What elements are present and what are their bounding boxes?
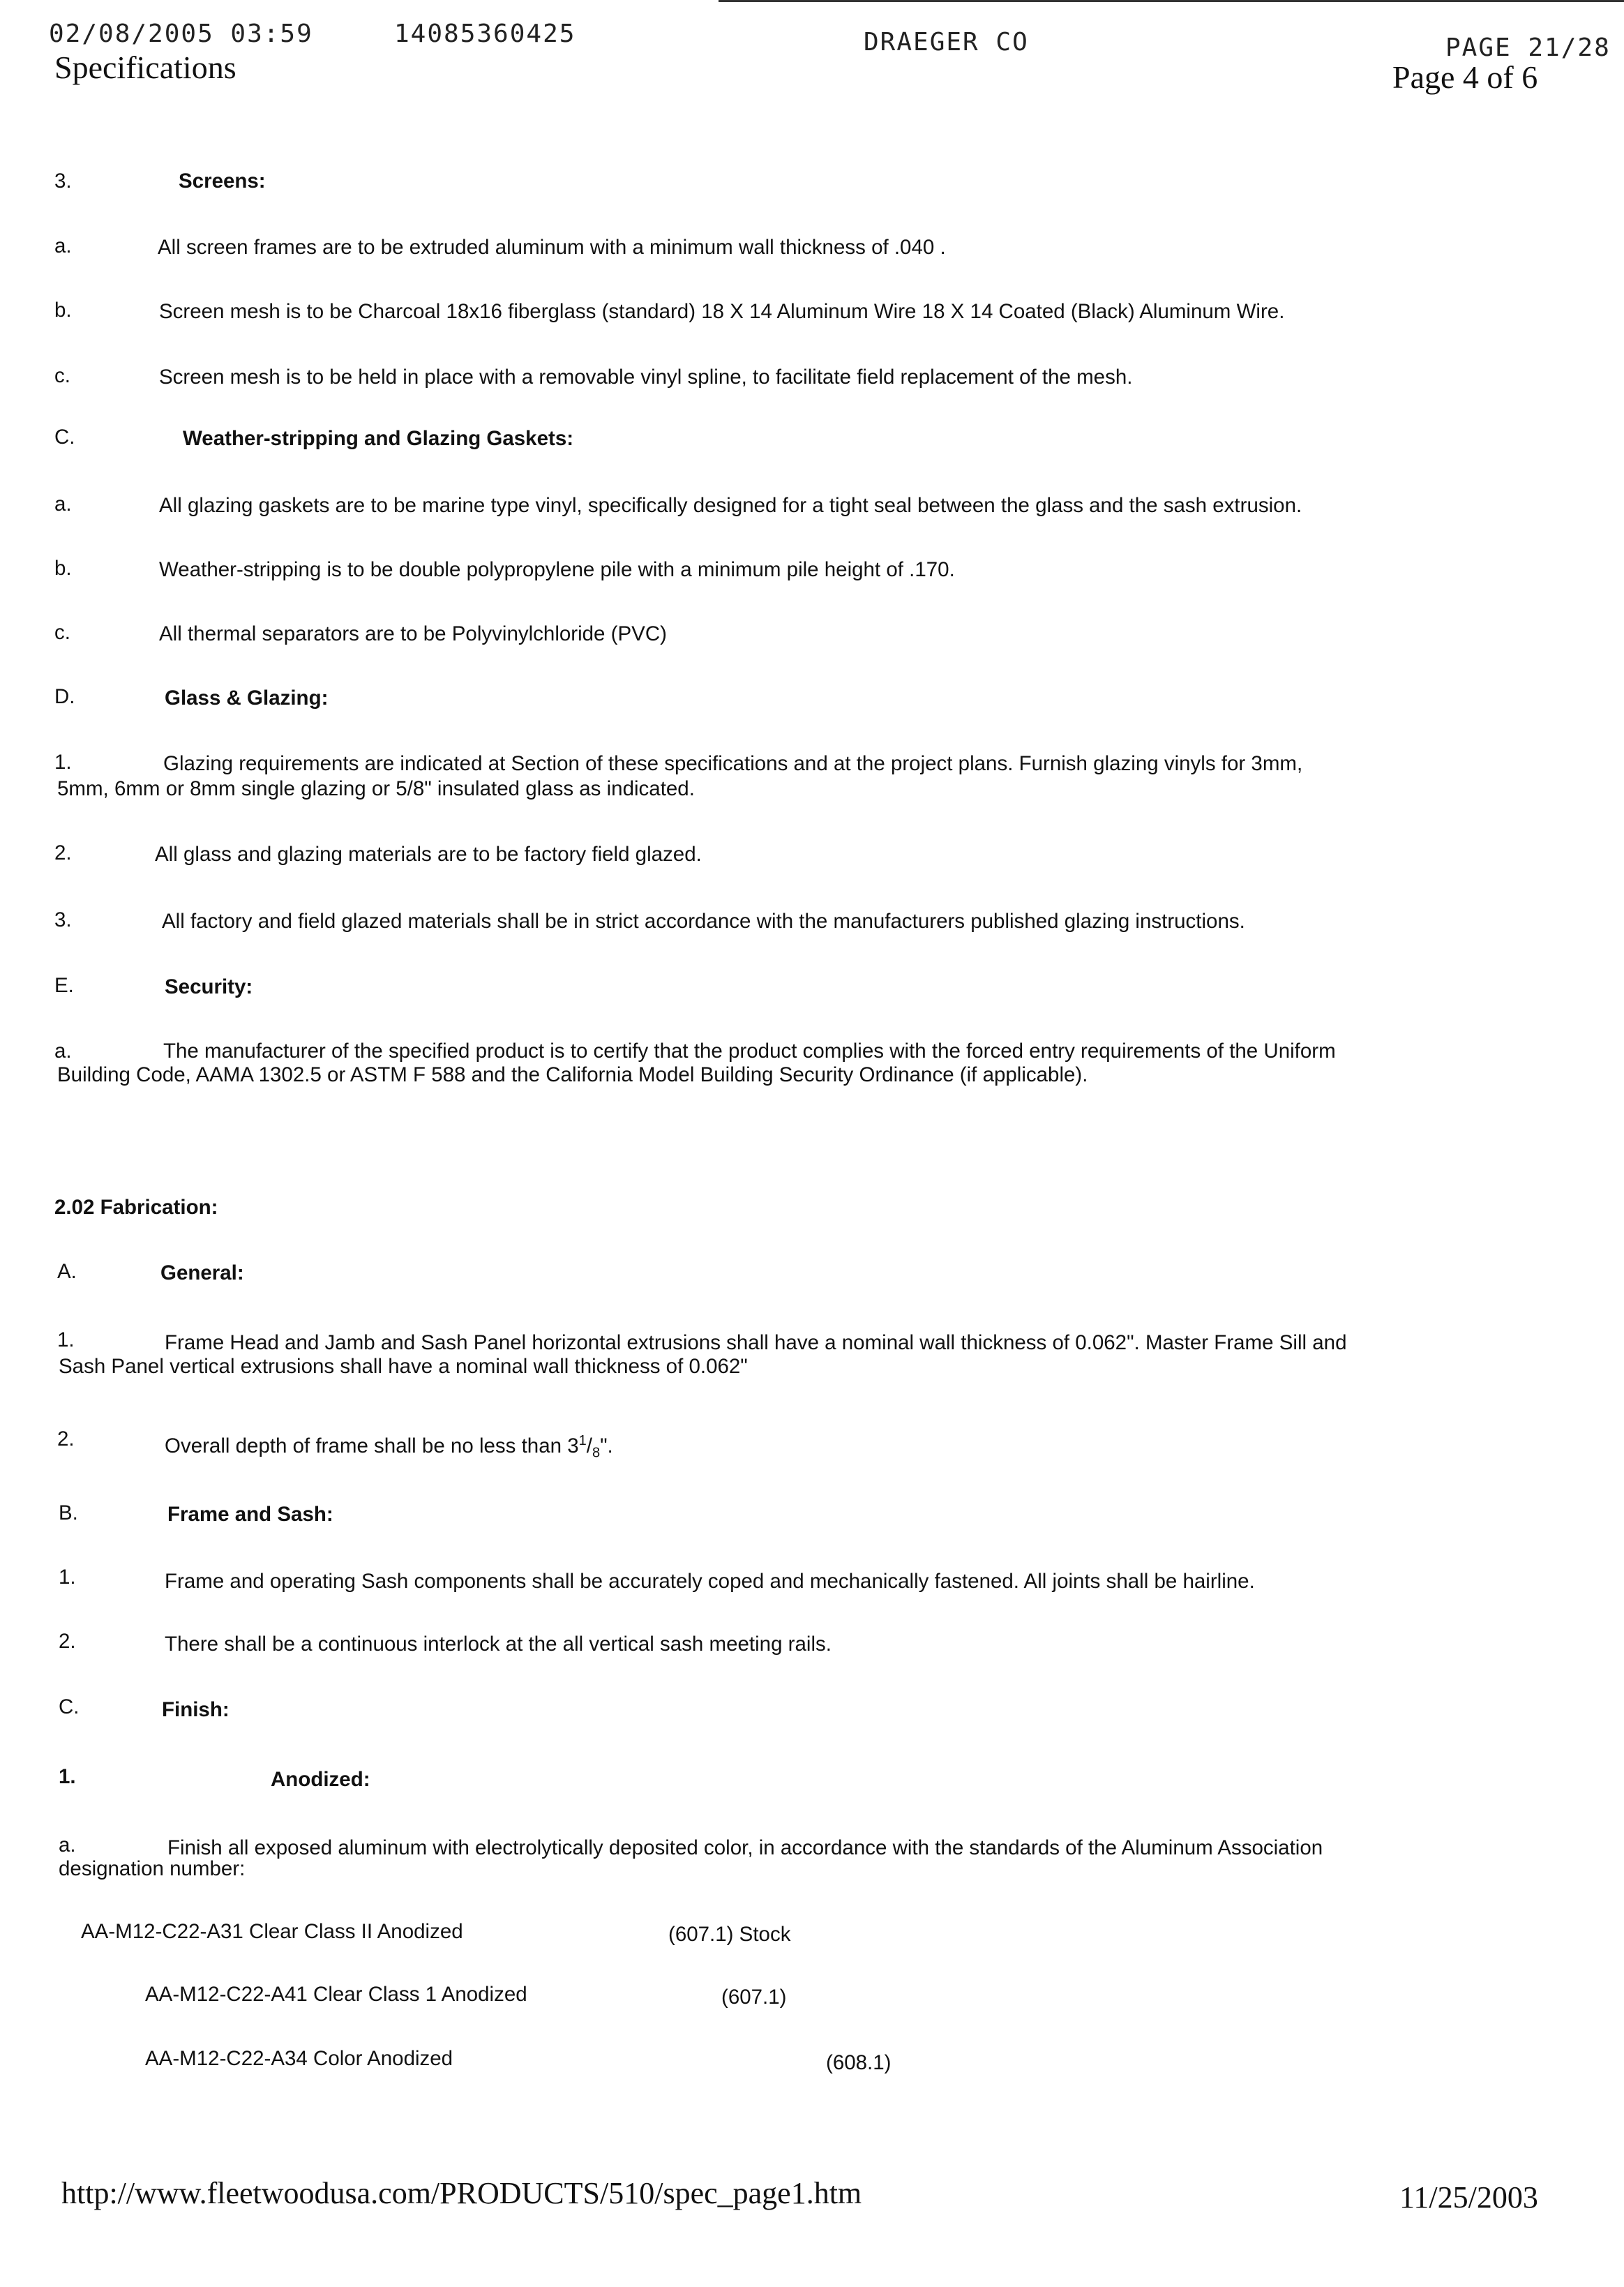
fax-datetime: 02/08/2005 03:59	[49, 20, 313, 48]
depth-text: Overall depth of frame shall be no less than 3	[165, 1434, 579, 1457]
finish-value: (608.1)	[826, 2051, 892, 2074]
fax-page: PAGE 21/28	[1445, 33, 1611, 62]
fraction-slash: /	[586, 1434, 592, 1457]
item-text: Screen mesh is to be Charcoal 18x16 fiberglass (standard) 18 X 14 Aluminum Wire 18 X 14 Coated (Black) Aluminum Wire.	[159, 300, 1285, 323]
fraction-denominator: 8	[592, 1445, 601, 1461]
item-text: Frame Head and Jamb and Sash Panel horizontal extrusions shall have a nominal wall thickness of 0.062". Master Frame Sill and	[165, 1331, 1347, 1354]
section-number: C.	[59, 1695, 80, 1718]
subsection-heading-anodized: Anodized:	[271, 1768, 370, 1791]
section-number: D.	[54, 685, 75, 708]
item-text: All glass and glazing materials are to be factory field glazed.	[155, 843, 702, 866]
item-marker: 1.	[57, 1328, 75, 1351]
item-text: All glazing gaskets are to be marine type vinyl, specifically designed for a tight seal between the glass and the sash extrusion.	[159, 494, 1302, 517]
item-marker: 2.	[59, 1630, 76, 1653]
item-marker: 1.	[54, 751, 72, 774]
finish-value: (607.1) Stock	[668, 1923, 791, 1946]
item-marker: 3.	[54, 908, 72, 931]
item-text: Weather-stripping is to be double polypropylene pile with a minimum pile height of .170.	[159, 558, 955, 581]
item-marker: c.	[54, 364, 70, 387]
section-heading-general: General:	[160, 1261, 244, 1284]
item-marker: b.	[54, 299, 72, 322]
section-heading-security: Security:	[165, 975, 253, 998]
section-number: 3.	[54, 170, 72, 193]
item-text: All factory and field glazed materials shall be in strict accordance with the manufacturers published glazing instructions.	[162, 910, 1245, 933]
item-marker: a.	[54, 234, 72, 257]
section-heading-fabrication: 2.02 Fabrication:	[54, 1196, 218, 1219]
item-marker: a.	[54, 493, 72, 516]
fax-company: DRAEGER CO	[864, 28, 1029, 57]
section-number: B.	[59, 1501, 78, 1524]
item-marker: a.	[54, 1040, 72, 1063]
finish-code: AA-M12-C22-A34 Color Anodized	[145, 2047, 453, 2070]
page-title: Specifications	[54, 50, 236, 85]
section-heading-frame-sash: Frame and Sash:	[167, 1503, 333, 1526]
item-text: There shall be a continuous interlock at the all vertical sash meeting rails.	[165, 1633, 832, 1656]
item-text: The manufacturer of the specified product is to certify that the product complies with the forced entry requirements of the Uniform	[163, 1040, 1336, 1063]
item-marker: 2.	[54, 841, 72, 864]
page-counter: Page 4 of 6	[1392, 59, 1538, 95]
finish-value: (607.1)	[721, 1986, 787, 2009]
item-text-continued: Sash Panel vertical extrusions shall have a nominal wall thickness of 0.062"	[59, 1355, 748, 1378]
section-heading-weather: Weather-stripping and Glazing Gaskets:	[183, 427, 574, 450]
item-text: All screen frames are to be extruded aluminum with a minimum wall thickness of .040 .	[158, 236, 946, 259]
item-text-depth	[165, 1429, 613, 1465]
item-marker: c.	[54, 621, 70, 644]
item-text: All thermal separators are to be Polyvinylchloride (PVC)	[159, 622, 667, 645]
fax-top-rule	[719, 0, 1624, 2]
item-text-continued: designation number:	[59, 1857, 246, 1880]
item-text-continued: Building Code, AAMA 1302.5 or ASTM F 588 and the California Model Building Security Ordinance (if applicable).	[57, 1063, 1088, 1086]
item-text: Finish all exposed aluminum with electrolytically deposited color, in accordance with the standards of the Aluminum Association	[167, 1836, 1323, 1859]
section-number: A.	[57, 1260, 77, 1283]
item-text: Frame and operating Sash components shall be accurately coped and mechanically fastened. All joints shall be hairline.	[165, 1570, 1255, 1593]
section-heading-screens: Screens:	[179, 170, 266, 193]
item-marker: b.	[54, 557, 72, 580]
fraction-numerator: 1	[578, 1433, 587, 1448]
footer-date: 11/25/2003	[1399, 2180, 1538, 2214]
finish-code: AA-M12-C22-A31 Clear Class II Anodized	[81, 1920, 463, 1943]
section-heading-finish: Finish:	[162, 1698, 230, 1721]
section-heading-glass: Glass & Glazing:	[165, 687, 329, 710]
item-text: Glazing requirements are indicated at Section of these specifications and at the project plans. Furnish glazing vinyls for 3mm,	[163, 752, 1303, 775]
item-marker: a.	[59, 1834, 76, 1857]
item-text: Screen mesh is to be held in place with a removable vinyl spline, to facilitate field replacement of the mesh.	[159, 366, 1133, 389]
depth-text-end: ".	[600, 1434, 613, 1457]
section-number: C.	[54, 426, 75, 449]
subsection-number: 1.	[59, 1765, 76, 1788]
footer-url: http://www.fleetwoodusa.com/PRODUCTS/510/spec_page1.htm	[61, 2176, 862, 2210]
item-marker: 2.	[57, 1427, 75, 1450]
item-marker: 1.	[59, 1566, 76, 1589]
item-text-continued: 5mm, 6mm or 8mm single glazing or 5/8" insulated glass as indicated.	[57, 777, 695, 800]
section-number: E.	[54, 974, 74, 997]
fax-phone: 14085360425	[394, 20, 576, 48]
finish-code: AA-M12-C22-A41 Clear Class 1 Anodized	[145, 1983, 527, 2006]
